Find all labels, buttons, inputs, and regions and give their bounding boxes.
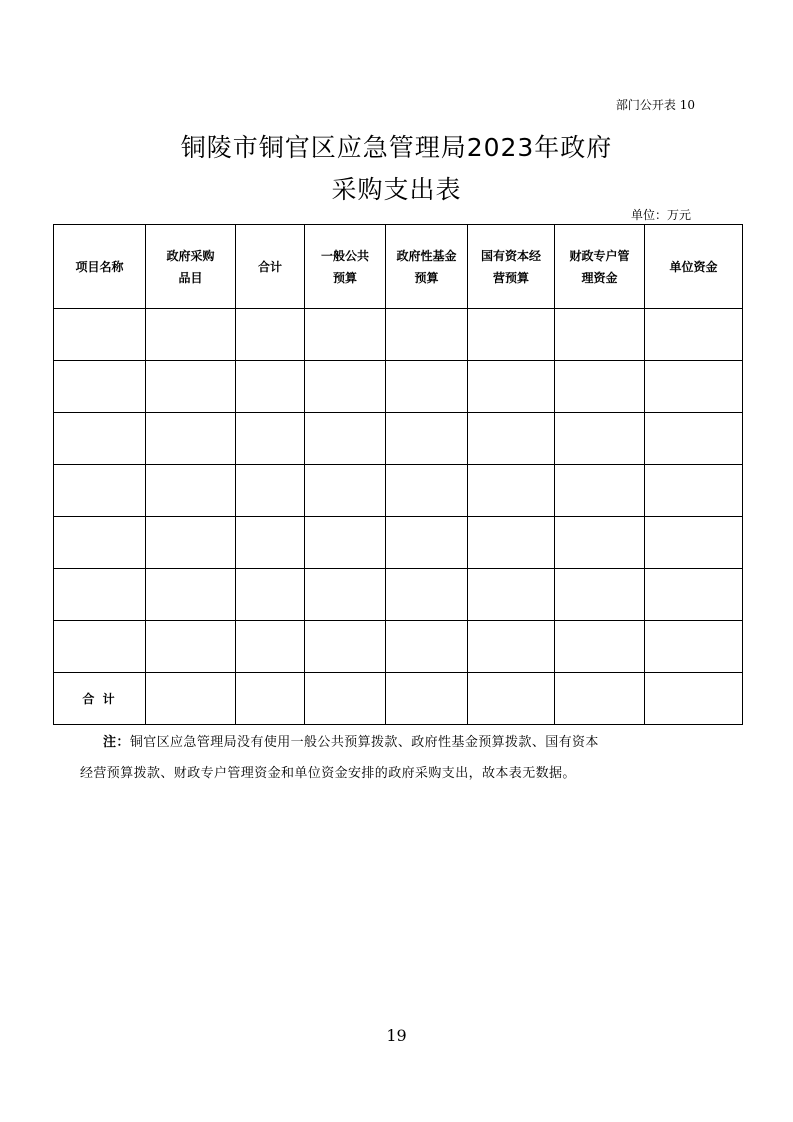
table-row <box>54 361 743 413</box>
page-subtitle: 采购支出表 <box>331 175 462 204</box>
table-row <box>54 465 743 517</box>
header-unit-funds: 单位资金 <box>645 225 743 309</box>
page-number: 19 <box>386 1026 407 1045</box>
header-state-capital-budget: 国有资本经 营预算 <box>468 225 555 309</box>
footnote-line-1: 铜官区应急管理局没有使用一般公共预算拨款、政府性基金预算拨款、国有资本 <box>129 735 599 750</box>
table-row <box>54 413 743 465</box>
header-row <box>54 225 743 309</box>
header-general-public-budget: 一般公共 预算 <box>305 225 386 309</box>
unit-label: 单位：万元 <box>630 208 691 222</box>
table-id-label: 部门公开表 10 <box>615 98 695 112</box>
table-row <box>54 621 743 673</box>
footnote-prefix: 注： <box>103 735 130 750</box>
header-procurement-category: 政府采购 品目 <box>146 225 236 309</box>
table-row <box>54 569 743 621</box>
table-row <box>54 309 743 361</box>
total-row-label: 合 计 <box>54 673 146 725</box>
header-item-name: 项目名称 <box>54 225 146 309</box>
header-government-fund-budget: 政府性基金 预算 <box>386 225 468 309</box>
header-total: 合计 <box>236 225 305 309</box>
page-title: 铜陵市铜官区应急管理局2023年政府 <box>180 133 613 162</box>
procurement-table <box>53 224 743 725</box>
total-row <box>54 673 743 725</box>
footnote-line-2: 经营预算拨款、财政专户管理资金和单位资金安排的政府采购支出，故本表无数据。 <box>80 766 576 781</box>
table-row <box>54 517 743 569</box>
footnote <box>80 727 703 789</box>
header-special-account-funds: 财政专户管 理资金 <box>555 225 645 309</box>
